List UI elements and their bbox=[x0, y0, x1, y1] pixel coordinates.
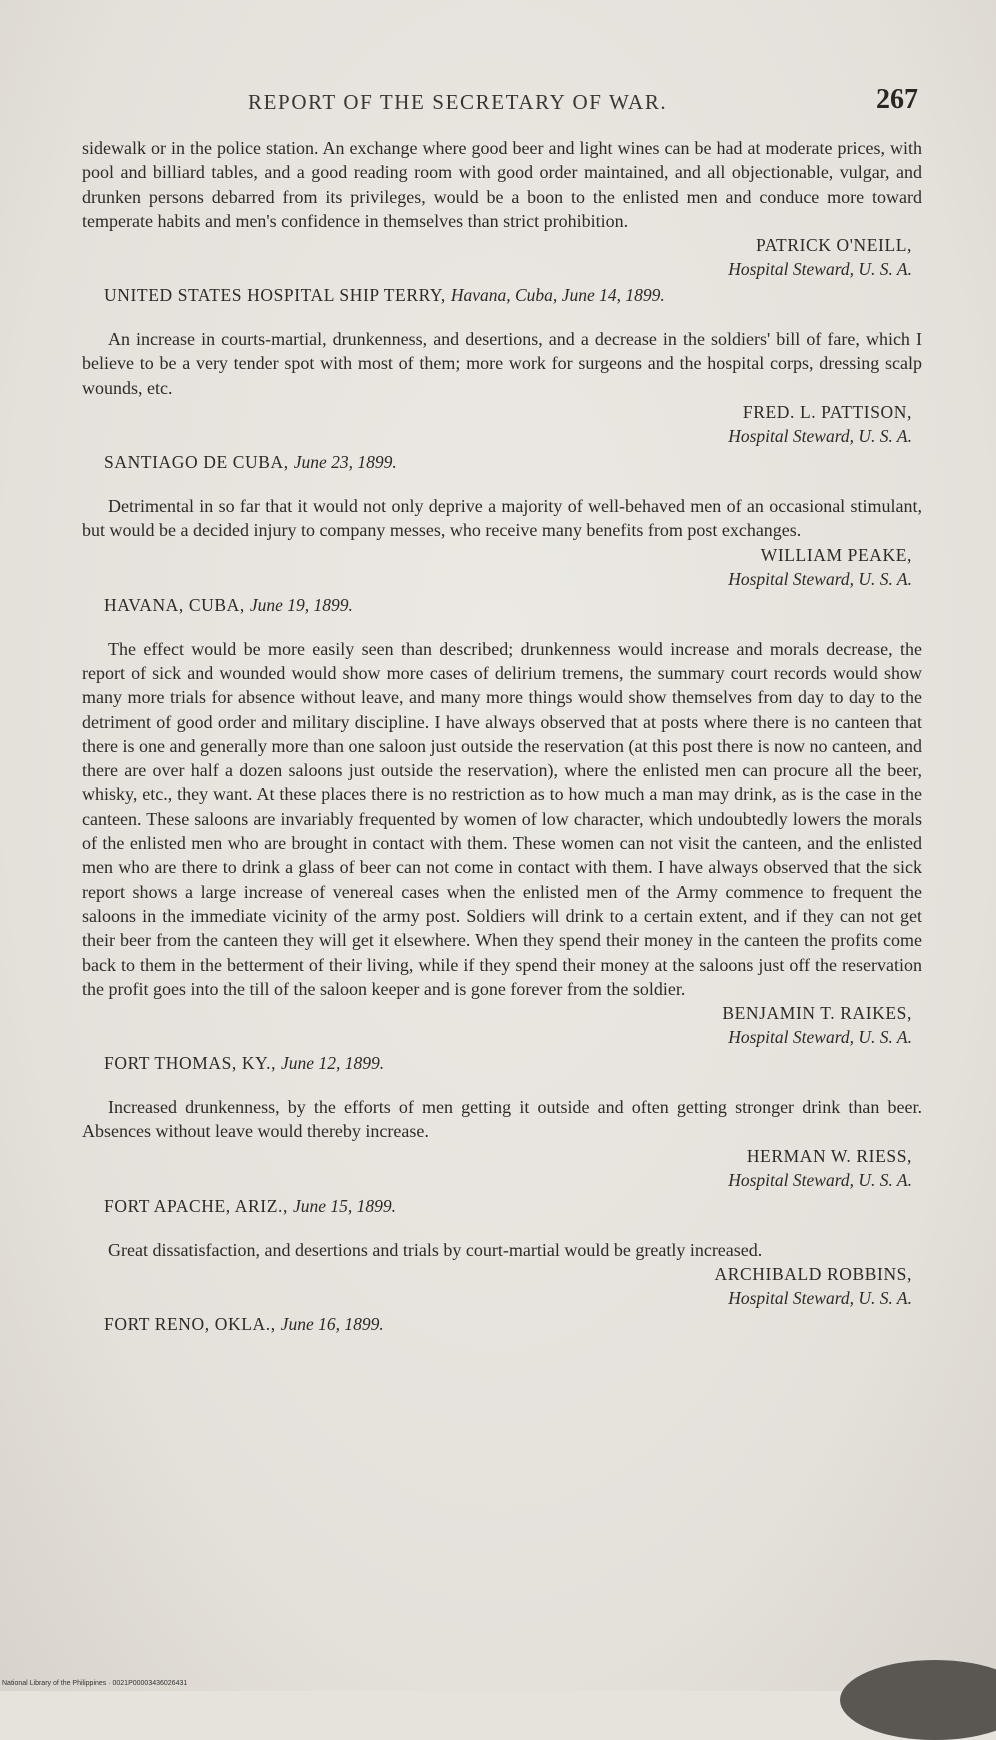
page-number: 267 bbox=[876, 84, 918, 115]
signer-name: ARCHIBALD ROBBINS, bbox=[714, 1264, 912, 1285]
place-date bbox=[104, 450, 922, 474]
place: FORT APACHE, ARIZ., bbox=[104, 1195, 288, 1216]
entry-text: Detrimental in so far that it would not only deprive a majority of well-behaved men of an occasional stimulant, but would be a decided injury to company messes, who receive many benefits from post exchanges. bbox=[82, 496, 922, 541]
signature bbox=[82, 1144, 922, 1192]
entry-oneill bbox=[82, 136, 922, 307]
entry-text: An increase in courts-martial, drunkenness, and desertions, and a decrease in the soldiers' bill of fare, which I believe to be a very tender spot with most of them; more work for surgeons and the hospital corps, dressing scalp wounds, etc. bbox=[82, 329, 922, 398]
signer-name: HERMAN W. RIESS, bbox=[746, 1145, 912, 1166]
signer-name: FRED. L. PATTISON, bbox=[742, 402, 912, 423]
signer-name: PATRICK O'NEILL, bbox=[756, 235, 912, 256]
page-body bbox=[82, 136, 922, 1336]
place-date bbox=[104, 283, 922, 307]
signature bbox=[82, 543, 922, 591]
date: Havana, Cuba, June 14, 1899. bbox=[450, 285, 665, 306]
place: FORT THOMAS, KY., bbox=[104, 1053, 277, 1074]
place-date bbox=[104, 1312, 922, 1336]
place: UNITED STATES HOSPITAL SHIP TERRY, bbox=[104, 285, 446, 306]
entry-text: sidewalk or in the police station. An exchange where good beer and light wines can be had at moderate prices, with pool and billiard tables, and a good reading room with good order maintained, and all objectionable, vulgar, and drunken persons debarred from its privileges, would be a boon to the enlisted men and conduce more toward temperate habits and men's confidence in themselves than strict prohibition. bbox=[82, 138, 922, 231]
page-header bbox=[0, 84, 996, 124]
date: June 19, 1899. bbox=[249, 594, 353, 615]
place: SANTIAGO DE CUBA, bbox=[104, 452, 289, 473]
signer-title: Hospital Steward, U. S. A. bbox=[728, 1169, 912, 1190]
entry-pattison bbox=[82, 327, 922, 474]
entry-text: The effect would be more easily seen than described; drunkenness would increase and morals decrease, the report of sick and wounded would show more cases of delirium tremens, the summary court records would show many more trials for absence without leave, and many more things would show themselves from day to day to the detriment of good order and military discipline. I have always observed that at posts where there is no canteen that there is one and generally more than one saloon just outside the reservation (at this post there is now no canteen, and there are over half a dozen saloons just outside the reservation), where the enlisted men can procure all the beer, whisky, etc., they want. At these places there is no restriction as to how much a man may drink, as is the case in the canteen. These saloons are invariably frequented by women of low character, which undoubtedly lowers the morals of the enlisted men who are brought in contact with them. These women can not visit the canteen, and the enlisted men who are there to drink a glass of beer can not come in contact with them. I have always observed that the sick report shows a large increase of venereal cases when the enlisted men of the Army commence to frequent the saloons in the immediate vicinity of the army post. Soldiers will drink to a certain extent, and if they can not get their beer from the canteen they will get it elsewhere. When they spend their money in the canteen the profits come back to them in the betterment of their living, while if they spend their money at the saloons just off the reservation the profit goes into the till of the saloon keeper and is gone forever from the soldier. bbox=[82, 638, 922, 999]
place-date bbox=[104, 1051, 922, 1075]
signer-name: WILLIAM PEAKE, bbox=[760, 544, 912, 565]
signer-title: Hospital Steward, U. S. A. bbox=[728, 1027, 912, 1048]
signature bbox=[82, 1262, 922, 1310]
signer-title: Hospital Steward, U. S. A. bbox=[728, 568, 912, 589]
entry-peake bbox=[82, 494, 922, 617]
signer-name: BENJAMIN T. RAIKES, bbox=[722, 1003, 912, 1024]
date: June 12, 1899. bbox=[281, 1053, 385, 1074]
entry-text: Increased drunkenness, by the efforts of men getting it outside and often getting stronger drink than beer. Absences without leave would thereby increase. bbox=[82, 1097, 922, 1142]
date: June 23, 1899. bbox=[293, 452, 397, 473]
signer-title: Hospital Steward, U. S. A. bbox=[728, 259, 912, 280]
entry-robbins bbox=[82, 1238, 922, 1336]
date: June 16, 1899. bbox=[280, 1314, 384, 1335]
place-date bbox=[104, 1194, 922, 1218]
place-date bbox=[104, 593, 922, 617]
signer-title: Hospital Steward, U. S. A. bbox=[728, 426, 912, 447]
library-stamp: National Library of the Philippines · 0021P00003436026431 bbox=[2, 1680, 188, 1687]
place: FORT RENO, OKLA., bbox=[104, 1314, 276, 1335]
place: HAVANA, CUBA, bbox=[104, 594, 245, 615]
entry-riess bbox=[82, 1095, 922, 1218]
running-title: REPORT OF THE SECRETARY OF WAR. bbox=[248, 90, 668, 114]
date: June 15, 1899. bbox=[292, 1195, 396, 1216]
signer-title: Hospital Steward, U. S. A. bbox=[728, 1288, 912, 1309]
entry-raikes bbox=[82, 637, 922, 1075]
signature bbox=[82, 400, 922, 448]
signature bbox=[82, 233, 922, 281]
entry-text: Great dissatisfaction, and desertions and trials by court-martial would be greatly increased. bbox=[108, 1239, 763, 1260]
scan-corner-shadow bbox=[840, 1660, 996, 1740]
signature bbox=[82, 1001, 922, 1049]
